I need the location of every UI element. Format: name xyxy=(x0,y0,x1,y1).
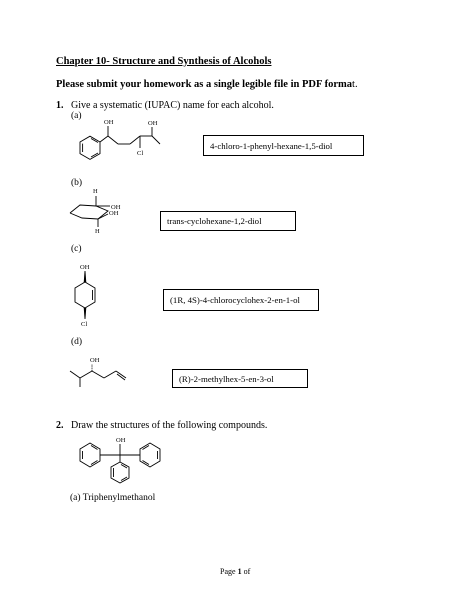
answer-box-b[interactable] xyxy=(160,211,296,231)
atom-oh-c: OH xyxy=(80,264,90,271)
atom-cl-a: Cl xyxy=(137,150,144,157)
structure-c xyxy=(60,262,120,332)
question-1 xyxy=(56,100,274,111)
atom-oh-b2: OH xyxy=(109,210,119,217)
part-c-label: (c) xyxy=(71,244,82,254)
question-1-number: 1. xyxy=(56,100,64,111)
atom-oh-d: OH xyxy=(90,357,100,364)
atom-oh-b1: OH xyxy=(111,204,121,211)
answer-c: (1R, 4S)-4-chlorocyclohex-2-en-1-ol xyxy=(170,295,300,305)
footer-page-number: 1 xyxy=(237,567,242,576)
structure-triphenylmethanol xyxy=(60,422,180,492)
atom-cl-c: Cl xyxy=(81,321,88,328)
question-1-text: Give a systematic (IUPAC) name for each alcohol. xyxy=(71,100,274,111)
instruction-line xyxy=(56,79,358,90)
footer-prefix: Page xyxy=(220,567,238,576)
instruction-tail: t. xyxy=(352,79,358,90)
instruction-text: Please submit your homework as a single legible file in PDF forma xyxy=(56,79,353,90)
answer-box-a[interactable] xyxy=(203,135,364,156)
part-b-label: (b) xyxy=(71,178,83,188)
atom-oh-q2: OH xyxy=(116,437,126,444)
answer-box-d[interactable] xyxy=(172,369,308,388)
structure-a xyxy=(60,112,200,172)
question-2-text: Draw the structures of the following compounds. xyxy=(71,420,268,431)
question-2-number: 2. xyxy=(56,420,64,431)
atom-h-b1: H xyxy=(93,188,98,195)
part-a-label: (a) xyxy=(71,111,82,121)
structure-d xyxy=(60,354,140,394)
answer-box-c[interactable] xyxy=(163,289,319,311)
answer-d: (R)-2-methylhex-5-en-3-ol xyxy=(179,373,274,384)
atom-oh-a2: OH xyxy=(148,120,158,127)
answer-b: trans-cyclohexane-1,2-diol xyxy=(167,216,262,226)
page-footer xyxy=(220,567,250,576)
atom-oh-a1: OH xyxy=(104,119,114,126)
q2-caption: (a) Triphenylmethanol xyxy=(70,493,156,503)
part-d-label: (d) xyxy=(71,337,83,347)
footer-suffix: of xyxy=(241,567,251,576)
document-title: Chapter 10- Structure and Synthesis of Alcohols xyxy=(56,56,272,67)
atom-h-b2: H xyxy=(95,228,100,235)
structure-b xyxy=(60,183,150,235)
answer-a: 4-chloro-1-phenyl-hexane-1,5-diol xyxy=(210,140,333,151)
